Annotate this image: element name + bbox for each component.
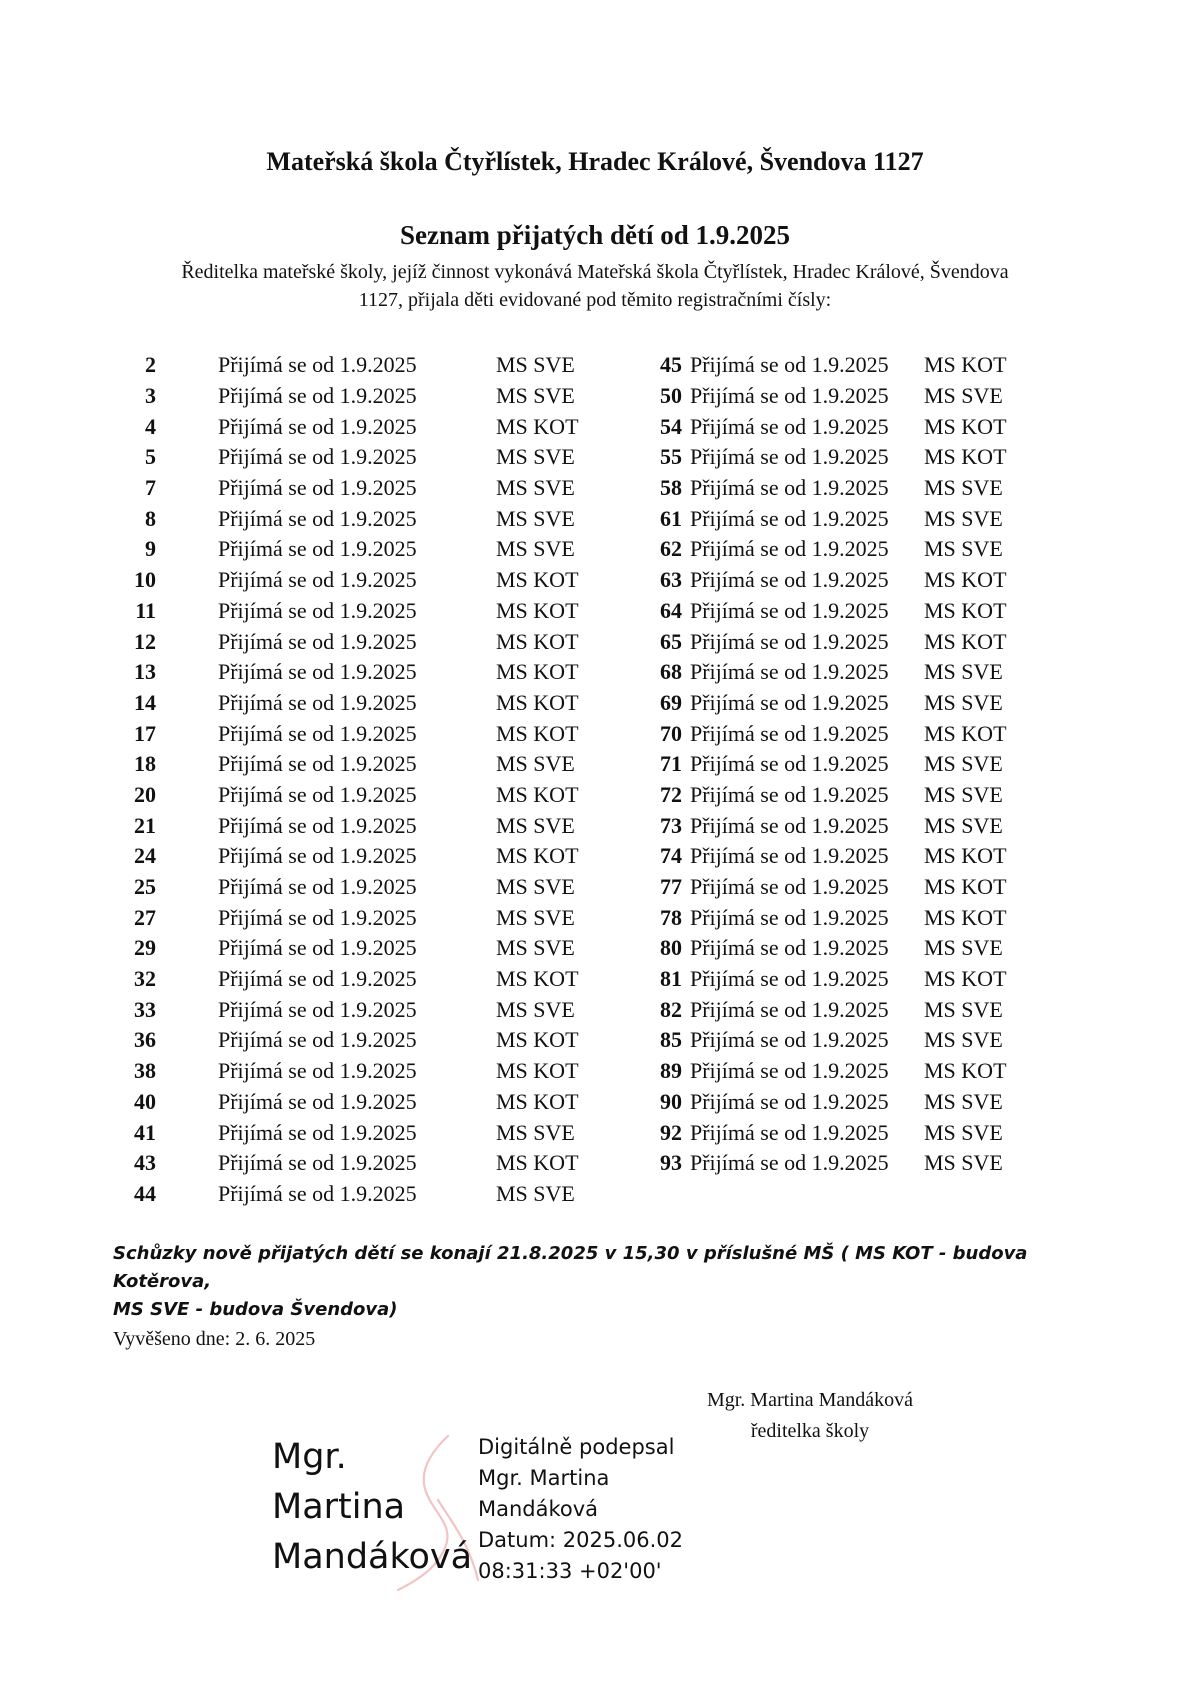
admission-status: Přijímá se od 1.9.2025: [218, 536, 417, 562]
signatory-name: Mgr. Martina Mandáková: [706, 1389, 914, 1411]
school-building: MS SVE: [496, 751, 575, 777]
registration-number: 38: [134, 1058, 156, 1084]
registration-number: 3: [145, 383, 156, 409]
intro-line-2: 1127, přijala děti evidované pod těmito registračními čísly:: [358, 289, 832, 311]
admission-status: Přijímá se od 1.9.2025: [690, 475, 889, 501]
admission-status: Přijímá se od 1.9.2025: [218, 904, 417, 930]
school-building: MS KOT: [924, 904, 1007, 930]
registration-number: 61: [660, 505, 682, 531]
school-building: MS SVE: [924, 659, 1003, 685]
meeting-note: [113, 1240, 1073, 1324]
admission-status: Přijímá se od 1.9.2025: [690, 1088, 889, 1114]
admission-status: Přijímá se od 1.9.2025: [690, 628, 889, 654]
school-building: MS SVE: [496, 935, 575, 961]
registration-number: 7: [145, 475, 156, 501]
admission-row: [630, 780, 1007, 811]
list-title: Seznam přijatých dětí od 1.9.2025: [400, 220, 790, 250]
admission-status: Přijímá se od 1.9.2025: [218, 1119, 417, 1145]
admission-row: [630, 1148, 1007, 1179]
admission-row: [630, 350, 1007, 381]
admission-row: [118, 688, 579, 719]
admission-row: [118, 350, 579, 381]
registration-number: 44: [134, 1180, 156, 1206]
admission-row: [118, 565, 579, 596]
registration-number: 11: [135, 597, 156, 623]
school-building: MS SVE: [924, 996, 1003, 1022]
admission-status: Přijímá se od 1.9.2025: [690, 843, 889, 869]
admission-row: [630, 688, 1007, 719]
meeting-note-line-1: Schůzky nově přijatých dětí se konají 21.8.2025 v 15,30 v příslušné MŠ ( MS KOT - budova Kotěrova,: [113, 1243, 1028, 1292]
registration-number: 50: [660, 383, 682, 409]
signature-block: [680, 1385, 940, 1447]
admission-status: Přijímá se od 1.9.2025: [218, 1180, 417, 1206]
registration-number: 58: [660, 475, 682, 501]
admission-row: [630, 657, 1007, 688]
admission-row: [630, 1117, 1007, 1148]
registration-number: 2: [145, 352, 156, 378]
admission-status: Přijímá se od 1.9.2025: [218, 628, 417, 654]
school-building: MS SVE: [924, 812, 1003, 838]
admission-row: [118, 411, 579, 442]
admission-row: [118, 1117, 579, 1148]
digital-signature-detail-line: Digitálně podepsal: [478, 1435, 675, 1459]
admission-row: [630, 964, 1007, 995]
digital-signature-name: [272, 1432, 472, 1582]
admission-status: Přijímá se od 1.9.2025: [218, 505, 417, 531]
admission-row: [118, 780, 579, 811]
registration-number: 25: [134, 874, 156, 900]
digital-signature-detail-line: Mgr. Martina: [478, 1466, 610, 1490]
registration-number: 65: [660, 628, 682, 654]
admission-status: Přijímá se od 1.9.2025: [690, 689, 889, 715]
admission-row: [630, 1025, 1007, 1056]
admission-status: Přijímá se od 1.9.2025: [218, 781, 417, 807]
registration-number: 5: [145, 444, 156, 470]
admission-status: Přijímá se od 1.9.2025: [690, 966, 889, 992]
school-building: MS KOT: [496, 720, 579, 746]
admission-status: Přijímá se od 1.9.2025: [690, 720, 889, 746]
registration-number: 45: [660, 352, 682, 378]
registration-number: 32: [134, 966, 156, 992]
registration-number: 64: [660, 597, 682, 623]
admission-row: [630, 565, 1007, 596]
school-building: MS KOT: [924, 413, 1007, 439]
admission-status: Přijímá se od 1.9.2025: [218, 812, 417, 838]
registration-number: 89: [660, 1058, 682, 1084]
school-building: MS SVE: [496, 1119, 575, 1145]
registration-number: 18: [134, 751, 156, 777]
school-building: MS KOT: [496, 413, 579, 439]
admission-row: [118, 534, 579, 565]
school-building: MS SVE: [924, 935, 1003, 961]
admission-row: [118, 1056, 579, 1087]
signatory-role: ředitelka školy: [750, 1420, 870, 1442]
school-building: MS KOT: [924, 966, 1007, 992]
school-building: MS KOT: [496, 1088, 579, 1114]
admission-row: [630, 749, 1007, 780]
intro-text: [110, 258, 1080, 314]
registration-number: 29: [134, 935, 156, 961]
admission-status: Přijímá se od 1.9.2025: [690, 1150, 889, 1176]
admission-row: [118, 381, 579, 412]
registration-number: 17: [134, 720, 156, 746]
admission-row: [118, 994, 579, 1025]
registration-number: 33: [134, 996, 156, 1022]
registration-number: 92: [660, 1119, 682, 1145]
admission-list-left: [118, 350, 579, 1209]
admission-row: [630, 718, 1007, 749]
digital-signature-name-line: Mandáková: [272, 1537, 473, 1577]
admission-status: Přijímá se od 1.9.2025: [218, 843, 417, 869]
school-building: MS KOT: [496, 1058, 579, 1084]
registration-number: 78: [660, 904, 682, 930]
admission-status: Přijímá se od 1.9.2025: [690, 996, 889, 1022]
admission-row: [630, 534, 1007, 565]
registration-number: 36: [134, 1027, 156, 1053]
school-building: MS KOT: [924, 1058, 1007, 1084]
registration-number: 40: [134, 1088, 156, 1114]
school-building: MS SVE: [496, 536, 575, 562]
admission-status: Přijímá se od 1.9.2025: [218, 966, 417, 992]
school-building: MS SVE: [496, 874, 575, 900]
admission-row: [630, 841, 1007, 872]
admission-row: [118, 1087, 579, 1118]
school-building: MS KOT: [496, 689, 579, 715]
admission-row: [118, 1179, 579, 1210]
admission-status: Přijímá se od 1.9.2025: [690, 383, 889, 409]
school-building: MS SVE: [924, 536, 1003, 562]
admission-row: [630, 994, 1007, 1025]
registration-number: 14: [134, 689, 156, 715]
school-building: MS SVE: [496, 812, 575, 838]
admission-status: Přijímá se od 1.9.2025: [218, 1088, 417, 1114]
registration-number: 63: [660, 567, 682, 593]
school-building: MS SVE: [496, 904, 575, 930]
admission-status: Přijímá se od 1.9.2025: [218, 935, 417, 961]
admission-row: [118, 503, 579, 534]
admission-status: Přijímá se od 1.9.2025: [218, 751, 417, 777]
admission-row: [630, 1056, 1007, 1087]
registration-number: 21: [134, 812, 156, 838]
admission-row: [118, 749, 579, 780]
school-building: MS KOT: [496, 781, 579, 807]
school-building: MS KOT: [496, 597, 579, 623]
admission-row: [118, 473, 579, 504]
registration-number: 82: [660, 996, 682, 1022]
school-building: MS SVE: [496, 475, 575, 501]
admission-status: Přijímá se od 1.9.2025: [218, 475, 417, 501]
school-building: MS SVE: [496, 1180, 575, 1206]
registration-number: 9: [145, 536, 156, 562]
school-building: MS KOT: [496, 1150, 579, 1176]
school-building: MS KOT: [496, 1027, 579, 1053]
registration-number: 24: [134, 843, 156, 869]
page-title: Mateřská škola Čtyřlístek, Hradec Králové, Švendova 1127: [266, 147, 924, 176]
school-building: MS SVE: [496, 383, 575, 409]
admission-status: Přijímá se od 1.9.2025: [690, 904, 889, 930]
admission-status: Přijímá se od 1.9.2025: [690, 413, 889, 439]
registration-number: 10: [134, 567, 156, 593]
admission-status: Přijímá se od 1.9.2025: [690, 1119, 889, 1145]
admission-row: [118, 626, 579, 657]
admission-status: Přijímá se od 1.9.2025: [218, 1150, 417, 1176]
registration-number: 13: [134, 659, 156, 685]
registration-number: 77: [660, 874, 682, 900]
admission-row: [630, 442, 1007, 473]
registration-number: 69: [660, 689, 682, 715]
school-building: MS KOT: [924, 874, 1007, 900]
school-building: MS KOT: [924, 843, 1007, 869]
school-building: MS KOT: [496, 659, 579, 685]
school-building: MS SVE: [924, 751, 1003, 777]
admission-list-right: [630, 350, 1007, 1179]
admission-status: Přijímá se od 1.9.2025: [218, 996, 417, 1022]
school-building: MS KOT: [496, 567, 579, 593]
admission-row: [118, 718, 579, 749]
registration-number: 85: [660, 1027, 682, 1053]
admission-row: [630, 872, 1007, 903]
admission-row: [630, 596, 1007, 627]
school-building: MS KOT: [924, 720, 1007, 746]
school-building: MS KOT: [924, 352, 1007, 378]
admission-status: Přijímá se od 1.9.2025: [218, 1058, 417, 1084]
school-building: MS SVE: [924, 475, 1003, 501]
registration-number: 41: [134, 1119, 156, 1145]
registration-number: 55: [660, 444, 682, 470]
admission-status: Přijímá se od 1.9.2025: [218, 689, 417, 715]
school-building: MS KOT: [924, 444, 1007, 470]
school-building: MS SVE: [924, 1150, 1003, 1176]
admission-row: [118, 596, 579, 627]
school-building: MS KOT: [924, 567, 1007, 593]
digital-signature-detail-line: 08:31:33 +02'00': [478, 1559, 662, 1583]
admission-row: [630, 626, 1007, 657]
admission-status: Přijímá se od 1.9.2025: [690, 1058, 889, 1084]
admission-row: [630, 503, 1007, 534]
admission-status: Přijímá se od 1.9.2025: [218, 352, 417, 378]
admission-status: Přijímá se od 1.9.2025: [218, 1027, 417, 1053]
school-building: MS KOT: [924, 597, 1007, 623]
admission-row: [630, 902, 1007, 933]
registration-number: 72: [660, 781, 682, 807]
admission-status: Přijímá se od 1.9.2025: [690, 352, 889, 378]
admission-status: Přijímá se od 1.9.2025: [690, 935, 889, 961]
school-building: MS KOT: [496, 843, 579, 869]
registration-number: 8: [145, 505, 156, 531]
school-building: MS SVE: [924, 505, 1003, 531]
admission-status: Přijímá se od 1.9.2025: [690, 567, 889, 593]
admission-row: [630, 473, 1007, 504]
registration-number: 73: [660, 812, 682, 838]
school-building: MS KOT: [924, 628, 1007, 654]
admission-row: [118, 810, 579, 841]
school-building: MS KOT: [496, 628, 579, 654]
school-building: MS KOT: [496, 966, 579, 992]
school-building: MS SVE: [496, 996, 575, 1022]
registration-number: 12: [134, 628, 156, 654]
admission-row: [118, 933, 579, 964]
admission-status: Přijímá se od 1.9.2025: [218, 720, 417, 746]
admission-row: [118, 841, 579, 872]
meeting-note-line-2: MS SVE - budova Švendova): [113, 1299, 398, 1320]
registration-number: 71: [660, 751, 682, 777]
registration-number: 80: [660, 935, 682, 961]
registration-number: 74: [660, 843, 682, 869]
admission-row: [118, 872, 579, 903]
admission-status: Přijímá se od 1.9.2025: [218, 444, 417, 470]
admission-row: [118, 1148, 579, 1179]
school-building: MS SVE: [924, 1088, 1003, 1114]
admission-status: Přijímá se od 1.9.2025: [690, 597, 889, 623]
registration-number: 68: [660, 659, 682, 685]
admission-row: [630, 933, 1007, 964]
admission-status: Přijímá se od 1.9.2025: [690, 812, 889, 838]
admission-status: Přijímá se od 1.9.2025: [218, 383, 417, 409]
school-building: MS SVE: [924, 1027, 1003, 1053]
digital-signature-detail-line: Datum: 2025.06.02: [478, 1528, 684, 1552]
registration-number: 4: [145, 413, 156, 439]
school-building: MS SVE: [496, 444, 575, 470]
school-building: MS SVE: [924, 781, 1003, 807]
registration-number: 27: [134, 904, 156, 930]
registration-number: 62: [660, 536, 682, 562]
registration-number: 54: [660, 413, 682, 439]
admission-status: Přijímá se od 1.9.2025: [218, 597, 417, 623]
registration-number: 90: [660, 1088, 682, 1114]
school-building: MS SVE: [496, 352, 575, 378]
admission-status: Přijímá se od 1.9.2025: [690, 751, 889, 777]
digital-signature-name-line: Martina: [272, 1487, 406, 1527]
admission-status: Přijímá se od 1.9.2025: [690, 1027, 889, 1053]
registration-number: 20: [134, 781, 156, 807]
admission-row: [118, 657, 579, 688]
intro-line-1: Ředitelka mateřské školy, jejíž činnost vykonává Mateřská škola Čtyřlístek, Hradec Králové, Švendova: [181, 261, 1009, 283]
admission-row: [118, 964, 579, 995]
admission-status: Přijímá se od 1.9.2025: [690, 536, 889, 562]
admission-status: Přijímá se od 1.9.2025: [218, 413, 417, 439]
admission-status: Přijímá se od 1.9.2025: [218, 659, 417, 685]
digital-signature-details: [478, 1432, 683, 1587]
admission-status: Přijímá se od 1.9.2025: [690, 444, 889, 470]
admission-status: Přijímá se od 1.9.2025: [690, 505, 889, 531]
school-building: MS SVE: [924, 1119, 1003, 1145]
admission-row: [630, 381, 1007, 412]
admission-row: [118, 902, 579, 933]
admission-status: Přijímá se od 1.9.2025: [690, 659, 889, 685]
digital-signature-detail-line: Mandáková: [478, 1497, 599, 1521]
registration-number: 70: [660, 720, 682, 746]
school-building: MS SVE: [496, 505, 575, 531]
school-building: MS SVE: [924, 383, 1003, 409]
school-building: MS SVE: [924, 689, 1003, 715]
admission-status: Přijímá se od 1.9.2025: [218, 874, 417, 900]
registration-number: 43: [134, 1150, 156, 1176]
admission-status: Přijímá se od 1.9.2025: [218, 567, 417, 593]
admission-row: [630, 411, 1007, 442]
admission-row: [118, 1025, 579, 1056]
digital-signature-name-line: Mgr.: [272, 1437, 347, 1477]
admission-row: [118, 442, 579, 473]
registration-number: 81: [660, 966, 682, 992]
posted-date: Vyvěšeno dne: 2. 6. 2025: [113, 1328, 316, 1350]
admission-row: [630, 810, 1007, 841]
admission-row: [630, 1087, 1007, 1118]
admission-status: Přijímá se od 1.9.2025: [690, 781, 889, 807]
admission-status: Přijímá se od 1.9.2025: [690, 874, 889, 900]
registration-number: 93: [660, 1150, 682, 1176]
